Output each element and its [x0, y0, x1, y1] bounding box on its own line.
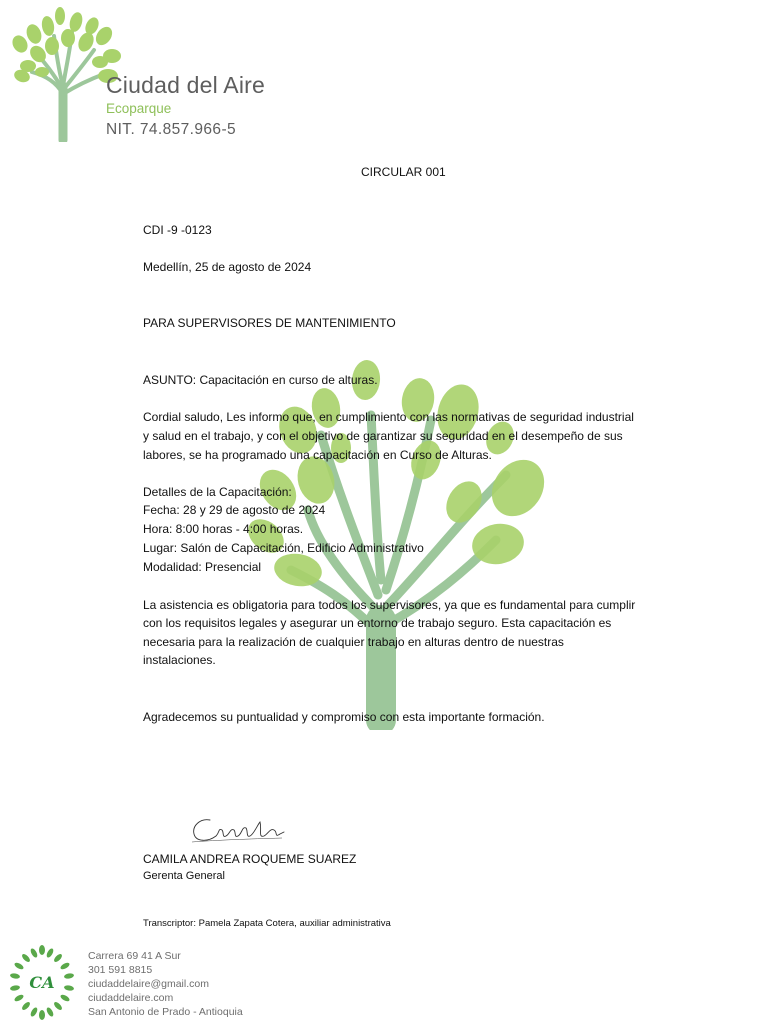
body-line: La asistencia es obligatoria para todos los supervisores, ya que es fundamental para cumplir: [143, 598, 636, 612]
document-code: CDI -9 -0123: [143, 223, 212, 237]
body-line: instalaciones.: [143, 653, 216, 667]
company-badge-icon: [6, 944, 78, 1020]
subject: ASUNTO: Capacitación en curso de alturas.: [143, 373, 378, 387]
signature-image: [188, 812, 288, 848]
place-date: Medellín, 25 de agosto de 2024: [143, 260, 312, 274]
contact-address: Carrera 69 41 A Sur: [88, 950, 181, 962]
contact-city: San Antonio de Prado - Antioquia: [88, 1006, 243, 1018]
transcriptor: Transcriptor: Pamela Zapata Cotera, auxiliar administrativa: [143, 918, 391, 929]
intro-line: Cordial saludo, Les informo que, en cumplimiento con las normativas de seguridad industrial: [143, 410, 634, 424]
body-line: con los requisitos legales y asegurar un entorno de trabajo seguro. Esta capacitación es: [143, 616, 612, 630]
badge-initials: CA: [29, 973, 55, 992]
signer-name: CAMILA ANDREA ROQUEME SUAREZ: [143, 852, 357, 866]
intro-line: y salud en el trabajo, y con el objetivo de garantizar su seguridad en el desempeño de sus: [143, 429, 623, 443]
body-line: necesaria para la realización de cualquier trabajo en alturas dentro de nuestras: [143, 635, 564, 649]
intro-line: labores, se ha programado una capacitación en Curso de Alturas.: [143, 448, 492, 462]
signer-role: Gerenta General: [143, 870, 225, 882]
contact-phone: 301 591 8815: [88, 964, 153, 976]
details-heading: Detalles de la Capacitación:: [143, 485, 292, 499]
details-modalidad: Modalidad: Presencial: [143, 560, 262, 574]
closing: Agradecemos su puntualidad y compromiso con esta importante formación.: [143, 710, 545, 724]
brand-nit: NIT. 74.857.966-5: [106, 121, 237, 138]
contact-website[interactable]: ciudaddelaire.com: [88, 992, 174, 1004]
details-lugar: Lugar: Salón de Capacitación, Edificio Administrativo: [143, 541, 424, 555]
brand-name: Ciudad del Aire: [106, 72, 265, 98]
details-fecha: Fecha: 28 y 29 de agosto de 2024: [143, 503, 326, 517]
contact-block: [88, 949, 243, 1019]
details-hora: Hora: 8:00 horas - 4:00 horas.: [143, 522, 304, 536]
recipient: PARA SUPERVISORES DE MANTENIMIENTO: [143, 316, 396, 330]
brand-subtitle: Ecoparque: [106, 101, 172, 116]
contact-email[interactable]: ciudaddelaire@gmail.com: [88, 978, 209, 990]
circular-title: CIRCULAR 001: [361, 165, 446, 179]
